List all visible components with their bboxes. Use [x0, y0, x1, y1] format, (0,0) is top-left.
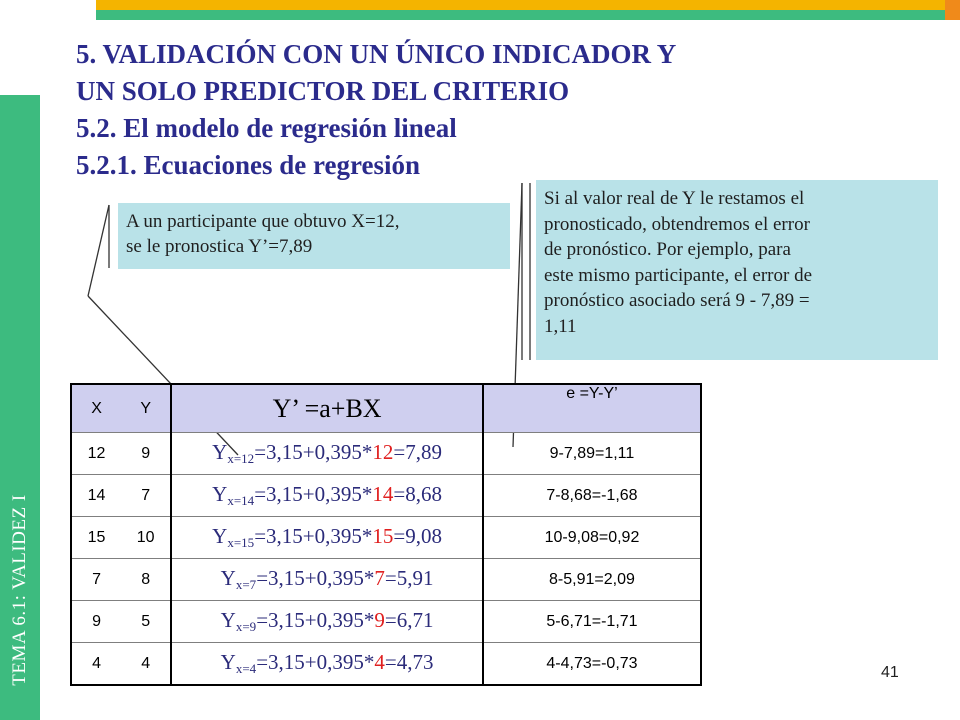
regression-table [70, 383, 702, 686]
callout-line: de pronóstico. Por ejemplo, para [544, 239, 791, 260]
cell-x: 9 [71, 601, 121, 643]
callout-line: A un participante que obtuvo X=12, [126, 211, 400, 232]
top-accent-bar-green [96, 10, 960, 20]
eq-subscript: x=7 [235, 577, 257, 592]
equation [221, 608, 434, 632]
top-accent-bar-orange [96, 0, 960, 10]
header-y: Y [121, 384, 171, 433]
header-x: X [71, 384, 121, 433]
cell-x: 12 [71, 433, 121, 475]
cell-equation [171, 601, 483, 643]
cell-x: 7 [71, 559, 121, 601]
eq-x-value: 14 [372, 482, 394, 506]
cell-error: 8-5,91=2,09 [483, 559, 701, 601]
cell-error: 4-4,73=-0,73 [483, 643, 701, 686]
eq-x-value: 12 [372, 440, 394, 464]
eq-result: =8,68 [393, 482, 442, 506]
eq-subscript: x=15 [227, 535, 255, 550]
cell-x: 14 [71, 475, 121, 517]
eq-y: Y [220, 566, 236, 590]
callout-pointer-left [88, 205, 109, 296]
callout-prediction [118, 203, 510, 269]
equation [221, 566, 434, 590]
title-line: UN SOLO PREDICTOR DEL CRITERIO [76, 76, 570, 106]
eq-coefficients: =3,15+0,395* [254, 440, 373, 464]
callout-line: pronosticado, obtendremos el error [544, 213, 810, 235]
cell-equation [171, 433, 483, 475]
eq-x-value: 7 [374, 566, 385, 590]
eq-y: Y [212, 440, 228, 464]
cell-y: 5 [121, 601, 171, 643]
cell-equation [171, 643, 483, 686]
cell-y: 10 [121, 517, 171, 559]
cell-equation [171, 559, 483, 601]
cell-x: 4 [71, 643, 121, 686]
corner-accent [945, 0, 960, 20]
cell-equation [171, 475, 483, 517]
eq-coefficients: =3,15+0,395* [254, 482, 373, 506]
eq-subscript: x=12 [227, 451, 255, 466]
cell-y: 8 [121, 559, 171, 601]
table-row [71, 559, 701, 601]
eq-y: Y [220, 608, 236, 632]
eq-y: Y [212, 524, 228, 548]
table-header-row [71, 384, 701, 433]
table-row [71, 643, 701, 686]
cell-error: 7-8,68=-1,68 [483, 475, 701, 517]
eq-result: =4,73 [384, 650, 434, 674]
subtitle-line: 5.2.1. Ecuaciones de regresión [76, 150, 420, 180]
equation [212, 482, 442, 506]
eq-x-value: 15 [372, 524, 394, 548]
equation [212, 524, 442, 548]
eq-x-value: 9 [374, 608, 385, 632]
eq-subscript: x=9 [235, 619, 257, 634]
cell-y: 4 [121, 643, 171, 686]
equation [221, 650, 434, 674]
callout-line: pronóstico asociado será 9 - 7,89 = [544, 290, 810, 311]
subtitle-line: 5.2. El modelo de regresión lineal [76, 113, 457, 143]
eq-result: =6,71 [384, 608, 434, 632]
eq-subscript: x=4 [235, 661, 257, 676]
title-line: 5. VALIDACIÓN CON UN ÚNICO INDICADOR Y [76, 39, 677, 69]
callout-line: este mismo participante, el error de [544, 264, 813, 286]
callout-line: 1,11 [544, 315, 577, 337]
callout-line: se le pronostica Y’=7,89 [126, 236, 313, 257]
header-equation: Y’ =a+BX [171, 384, 483, 433]
eq-y: Y [212, 482, 228, 506]
slide-title [76, 36, 936, 184]
callout-line: Si al valor real de Y le restamos el [544, 188, 805, 209]
cell-y: 7 [121, 475, 171, 517]
eq-coefficients: =3,15+0,395* [254, 524, 373, 548]
table-row [71, 433, 701, 475]
header-error: e =Y-Y’ [483, 384, 701, 433]
page-number: 41 [881, 664, 899, 681]
eq-result: =7,89 [393, 440, 442, 464]
table-body [71, 433, 701, 686]
cell-y: 9 [121, 433, 171, 475]
eq-x-value: 4 [374, 650, 385, 674]
eq-result: =9,08 [393, 524, 442, 548]
cell-error: 10-9,08=0,92 [483, 517, 701, 559]
table-row [71, 517, 701, 559]
cell-error: 5-6,71=-1,71 [483, 601, 701, 643]
cell-equation [171, 517, 483, 559]
side-label: TEMA 6.1: VALIDEZ I [9, 494, 30, 686]
cell-error: 9-7,89=1,11 [483, 433, 701, 475]
table-row [71, 475, 701, 517]
eq-coefficients: =3,15+0,395* [256, 566, 375, 590]
table-row [71, 601, 701, 643]
eq-subscript: x=14 [227, 493, 255, 508]
eq-y: Y [220, 650, 236, 674]
cell-x: 15 [71, 517, 121, 559]
eq-coefficients: =3,15+0,395* [256, 608, 375, 632]
eq-result: =5,91 [384, 566, 434, 590]
eq-coefficients: =3,15+0,395* [256, 650, 375, 674]
equation [212, 440, 442, 464]
callout-error [536, 180, 938, 360]
